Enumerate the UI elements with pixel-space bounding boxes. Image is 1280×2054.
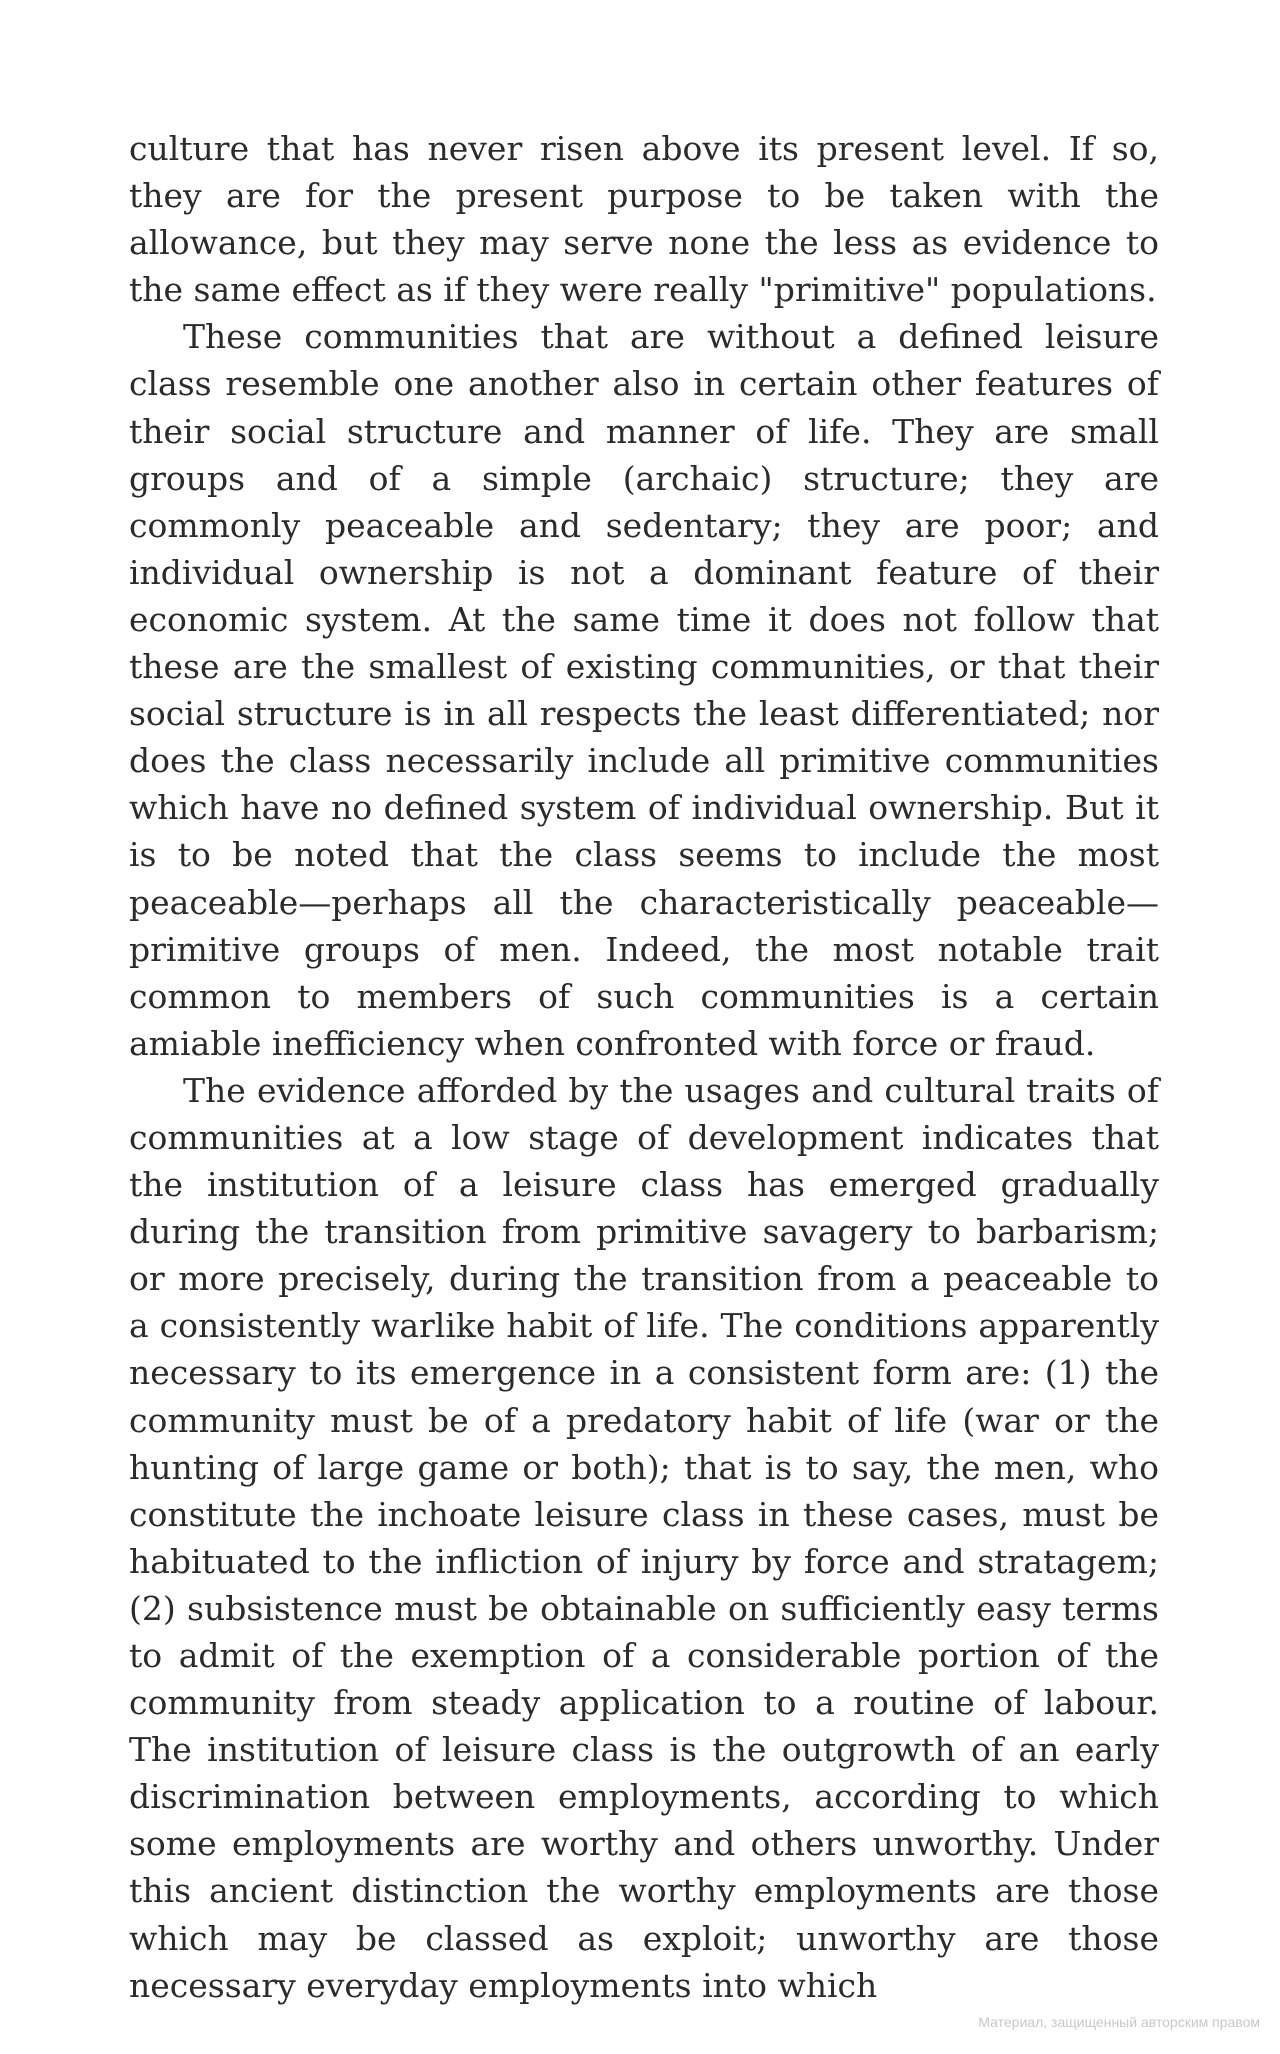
paragraph-evidence: The evidence afforded by the usages and cultural traits of communities at a low stage of development indicates that the institution of a leisure class has emerged gradually during the transition from primitive savagery to barbarism; or more precisely, during the transition from a peaceable to a consistently warlike habit of life. The conditions apparently necessary to its emergence in a consistent form are: (1) the community must be of a predatory habit of life (war or the hunting of large game or both); that is to say, the men, who constitute the inchoate leisure class in these cases, must be habituated to the infliction of injury by force and stratagem; (2) subsistence must be obtainable on sufficiently easy terms to admit of the exemption of a considerable portion of the community from steady application to a routine of labour. The institution of leisure class is the outgrowth of an early discrimination between employments, according to which some employments are worthy and others unworthy. Under this ancient distinction the worthy employments are those which may be classed as exploit; unworthy are those necessary everyday employments into which xyxy=(129,1070,1159,2005)
paragraph-continuation: culture that has never risen above its present level. If so, they are for the present purpose to be taken with the allowance, but they may serve none the less as evidence to the same effect as if they were really "primitive" populations. xyxy=(129,129,1159,310)
copyright-watermark: Материал, защищенный авторским правом xyxy=(978,2014,1260,2030)
page-body xyxy=(129,125,1159,2009)
paragraph-communities: These communities that are without a defined leisure class resemble one another also in certain other features of their social structure and manner of life. They are small groups and of a simple (archaic) structure; they are commonly peaceable and sedentary; they are poor; and individual ownership is not a dominant feature of their economic system. At the same time it does not follow that these are the smallest of existing communities, or that their social structure is in all respects the least differentiated; nor does the class necessarily include all primitive communities which have no defined system of individual ownership. But it is to be noted that the class seems to include the most peaceable—perhaps all the characteristically peaceable—primitive groups of men. Indeed, the most notable trait common to members of such communities is a certain amiable inefficiency when confronted with force or fraud. xyxy=(129,317,1159,1063)
